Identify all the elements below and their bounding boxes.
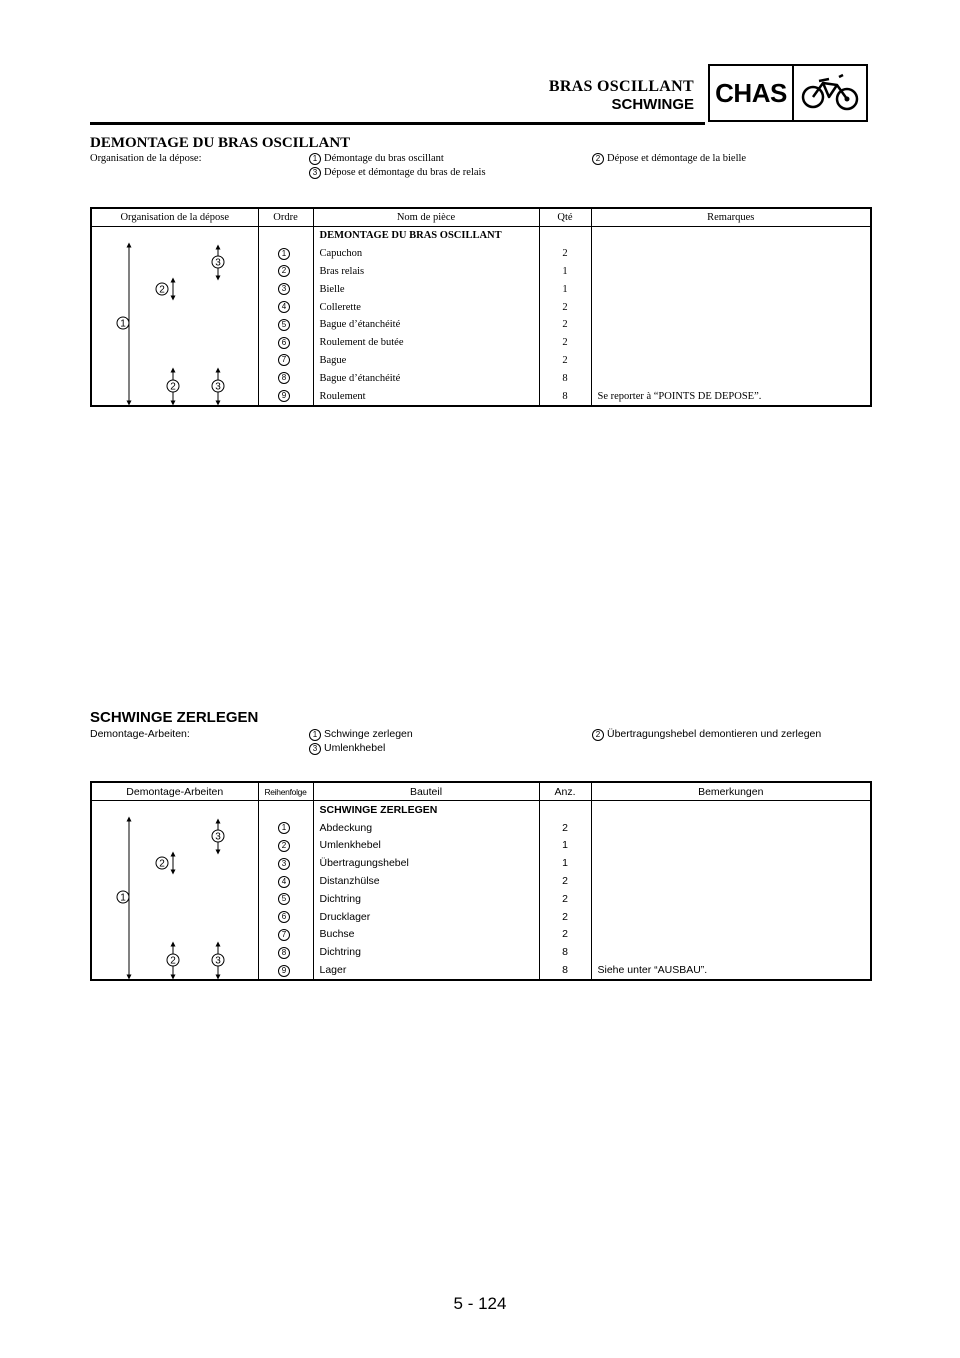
diagram-label-3: 3 bbox=[215, 831, 221, 843]
removal-order-diagram bbox=[91, 227, 258, 406]
org-label: Demontage-Arbeiten: bbox=[90, 728, 190, 740]
header-title-fr: BRAS OSCILLANT bbox=[548, 78, 694, 95]
table-header-row bbox=[91, 782, 871, 801]
motorcycle-icon bbox=[794, 66, 866, 120]
col-remarks: Bemerkungen bbox=[591, 782, 871, 801]
org-step-3: 3 Umlenkhebel bbox=[309, 742, 385, 755]
section-french bbox=[90, 135, 870, 407]
diagram-label-2: 2 bbox=[170, 381, 176, 393]
section-title: DEMONTAGE DU BRAS OSCILLANT bbox=[90, 135, 351, 151]
col-qty: Qté bbox=[539, 208, 591, 227]
diagram-label-2: 2 bbox=[159, 284, 165, 296]
table-row: 3 Bielle 1 bbox=[91, 280, 871, 298]
parts-table bbox=[90, 207, 872, 407]
group-title: DEMONTAGE DU BRAS OSCILLANT bbox=[313, 227, 539, 245]
org-step-1: 1 Démontage du bras oscillant bbox=[309, 153, 444, 165]
remark-cell: Siehe unter “AUSBAU”. bbox=[591, 961, 871, 980]
table-row: 8 Dichtring 8 bbox=[91, 943, 871, 961]
col-order: Ordre bbox=[258, 208, 313, 227]
removal-organization bbox=[90, 728, 870, 760]
diagram-label-1: 1 bbox=[120, 318, 126, 330]
table-group-row bbox=[91, 801, 871, 819]
diagram-label-2: 2 bbox=[159, 858, 165, 870]
table-row: 7 Buchse 2 bbox=[91, 926, 871, 944]
col-organisation: Organisation de la dépose bbox=[91, 208, 258, 227]
col-part-name: Bauteil bbox=[313, 782, 539, 801]
table-row: 1 Abdeckung 2 bbox=[91, 819, 871, 837]
col-part-name: Nom de pièce bbox=[313, 208, 539, 227]
diagram-label-3: 3 bbox=[215, 955, 221, 967]
table-row: 4 Distanzhülse 2 bbox=[91, 872, 871, 890]
section-badge bbox=[708, 64, 868, 122]
table-row: 4 Collerette 2 bbox=[91, 298, 871, 316]
group-title: SCHWINGE ZERLEGEN bbox=[313, 801, 539, 819]
parts-table bbox=[90, 781, 872, 981]
table-row: 5 Bague d’étanchéité 2 bbox=[91, 316, 871, 334]
org-step-1: 1 Schwinge zerlegen bbox=[309, 728, 413, 741]
org-label: Organisation de la dépose: bbox=[90, 153, 202, 164]
table-group-row bbox=[91, 227, 871, 245]
table-row: 7 Bague 2 bbox=[91, 352, 871, 370]
header-rule bbox=[90, 122, 705, 125]
section-german bbox=[90, 710, 870, 981]
table-row: 3 Übertragungshebel 1 bbox=[91, 854, 871, 872]
table-row: 6 Drucklager 2 bbox=[91, 908, 871, 926]
removal-order-diagram bbox=[91, 801, 258, 980]
col-qty: Anz. bbox=[539, 782, 591, 801]
diagram-label-3: 3 bbox=[215, 381, 221, 393]
diagram-label-3: 3 bbox=[215, 257, 221, 269]
org-step-2: 2 Dépose et démontage de la bielle bbox=[592, 153, 746, 165]
org-step-2: 2 Übertragungshebel demontieren und zerlegen bbox=[592, 728, 821, 741]
table-row: 1 Capuchon 2 bbox=[91, 245, 871, 263]
table-row: 6 Roulement de butée 2 bbox=[91, 334, 871, 352]
col-organisation: Demontage-Arbeiten bbox=[91, 782, 258, 801]
badge-label: CHAS bbox=[710, 66, 794, 120]
diagram-label-2: 2 bbox=[170, 955, 176, 967]
table-header-row bbox=[91, 208, 871, 227]
table-row: 5 Dichtring 2 bbox=[91, 890, 871, 908]
remark-cell: Se reporter à “POINTS DE DEPOSE”. bbox=[591, 387, 871, 406]
section-title: SCHWINGE ZERLEGEN bbox=[90, 709, 259, 726]
table-row: 2 Umlenkhebel 1 bbox=[91, 837, 871, 855]
header-title-de: SCHWINGE bbox=[611, 96, 694, 113]
removal-organization bbox=[90, 153, 870, 185]
col-remarks: Remarques bbox=[591, 208, 871, 227]
table-row: 2 Bras relais 1 bbox=[91, 263, 871, 281]
col-order: Reihenfolge bbox=[258, 782, 313, 801]
table-row: 9 Lager 8 Siehe unter “AUSBAU”. bbox=[91, 961, 871, 980]
table-row: 9 Roulement 8 Se reporter à “POINTS DE DEPOSE”. bbox=[91, 387, 871, 406]
diagram-label-1: 1 bbox=[120, 892, 126, 904]
table-row: 8 Bague d’étanchéité 8 bbox=[91, 369, 871, 387]
org-step-3: 3 Dépose et démontage du bras de relais bbox=[309, 167, 486, 179]
page-number: 5 - 124 bbox=[453, 1294, 507, 1313]
